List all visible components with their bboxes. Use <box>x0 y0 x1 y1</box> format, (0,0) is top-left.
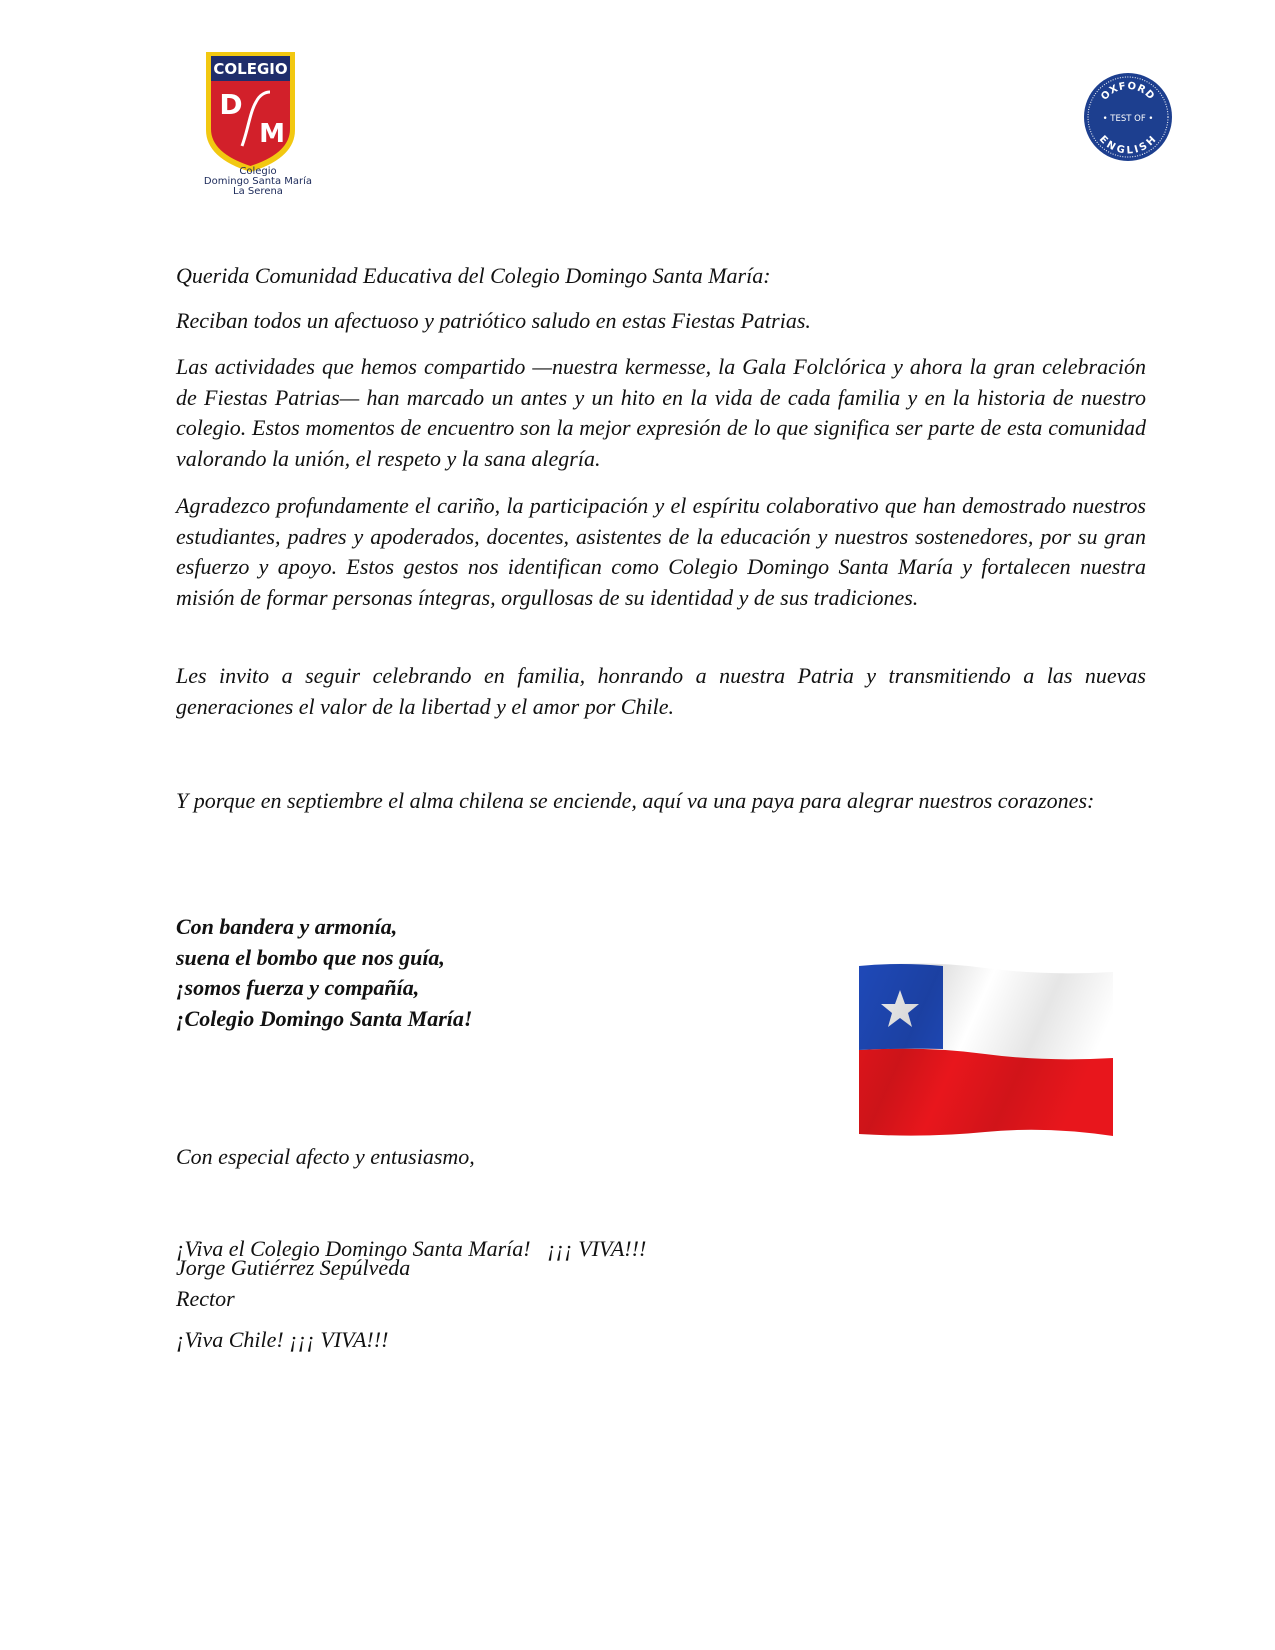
closing-line: ¡Viva Chile! ¡¡¡ VIVA!!! <box>176 1327 389 1352</box>
logo-caption-line: La Serena <box>233 186 283 197</box>
seal-bottom-text: ENGLISH <box>1096 133 1160 157</box>
chile-flag-image <box>855 962 1117 1138</box>
letter-paragraph: Les invito a seguir celebrando en familia, honrando a nuestra Patria y transmitiendo a las nuevas generaciones el valor de la libertad y el amor por Chile. <box>176 663 1146 719</box>
signature-block <box>176 1253 410 1314</box>
logo-monogram-d: D <box>219 88 243 121</box>
letter-paragraph: Las actividades que hemos compartido —nuestra kermesse, la Gala Folclórica y ahora la gran celebración de Fiestas Patrias— han marcado un antes y un hito en la vida de cada familia y en la historia de nuestro colegio. Estos momentos de encuentro son la mejor expresión de lo que significa ser parte de esta comunidad valorando la unión, el respeto y la sana alegría. <box>176 354 1146 471</box>
paya-poem <box>176 912 472 1034</box>
poem-line: Con bandera y armonía, <box>176 914 398 939</box>
letter-paragraph: Y porque en septiembre el alma chilena se enciende, aquí va una paya para alegrar nuestros corazones: <box>176 788 1095 813</box>
poem-line: ¡Colegio Domingo Santa María! <box>176 1005 473 1031</box>
logo-caption-line: Colegio <box>239 166 277 177</box>
closing-block <box>176 1081 646 1386</box>
logo-badge-text: COLEGIO <box>213 60 288 78</box>
poem-line: suena el bombo que nos guía, <box>176 944 445 970</box>
poem-line: ¡somos fuerza y compañía, <box>176 975 420 1000</box>
oxford-test-seal <box>1083 72 1173 162</box>
closing-line: ¡Viva el Colegio Domingo Santa María! ¡¡¡ VIVA!!! <box>176 1235 647 1261</box>
signature-name: Jorge Gutiérrez Sepúlveda <box>176 1255 411 1280</box>
logo-caption-line: Domingo Santa María <box>203 176 313 187</box>
closing-line: Con especial afecto y entusiasmo, <box>176 1144 475 1169</box>
seal-top-text: OXFORD <box>1099 80 1157 103</box>
signature-title: Rector <box>176 1285 235 1311</box>
logo-monogram-m: M <box>259 119 285 149</box>
seal-middle-text: • TEST OF • <box>1102 114 1154 124</box>
school-logo-caption <box>200 167 316 197</box>
letter-paragraph: Reciban todos un afectuoso y patriótico saludo en estas Fiestas Patrias. <box>176 308 811 333</box>
letter-paragraph: Agradezco profundamente el cariño, la participación y el espíritu colaborativo que han demostrado nuestros estudiantes, padres y apoderados, docentes, asistentes de la educación y nuestros sostenedores, por su gran esfuerzo y apoyo. Estos gestos nos identifican como Colegio Domingo Santa María y fortalecen nuestra misión de formar personas íntegras, orgullosas de su identidad y de sus tradiciones. <box>176 493 1146 610</box>
letter-greeting: Querida Comunidad Educativa del Colegio Domingo Santa María: <box>176 263 771 288</box>
